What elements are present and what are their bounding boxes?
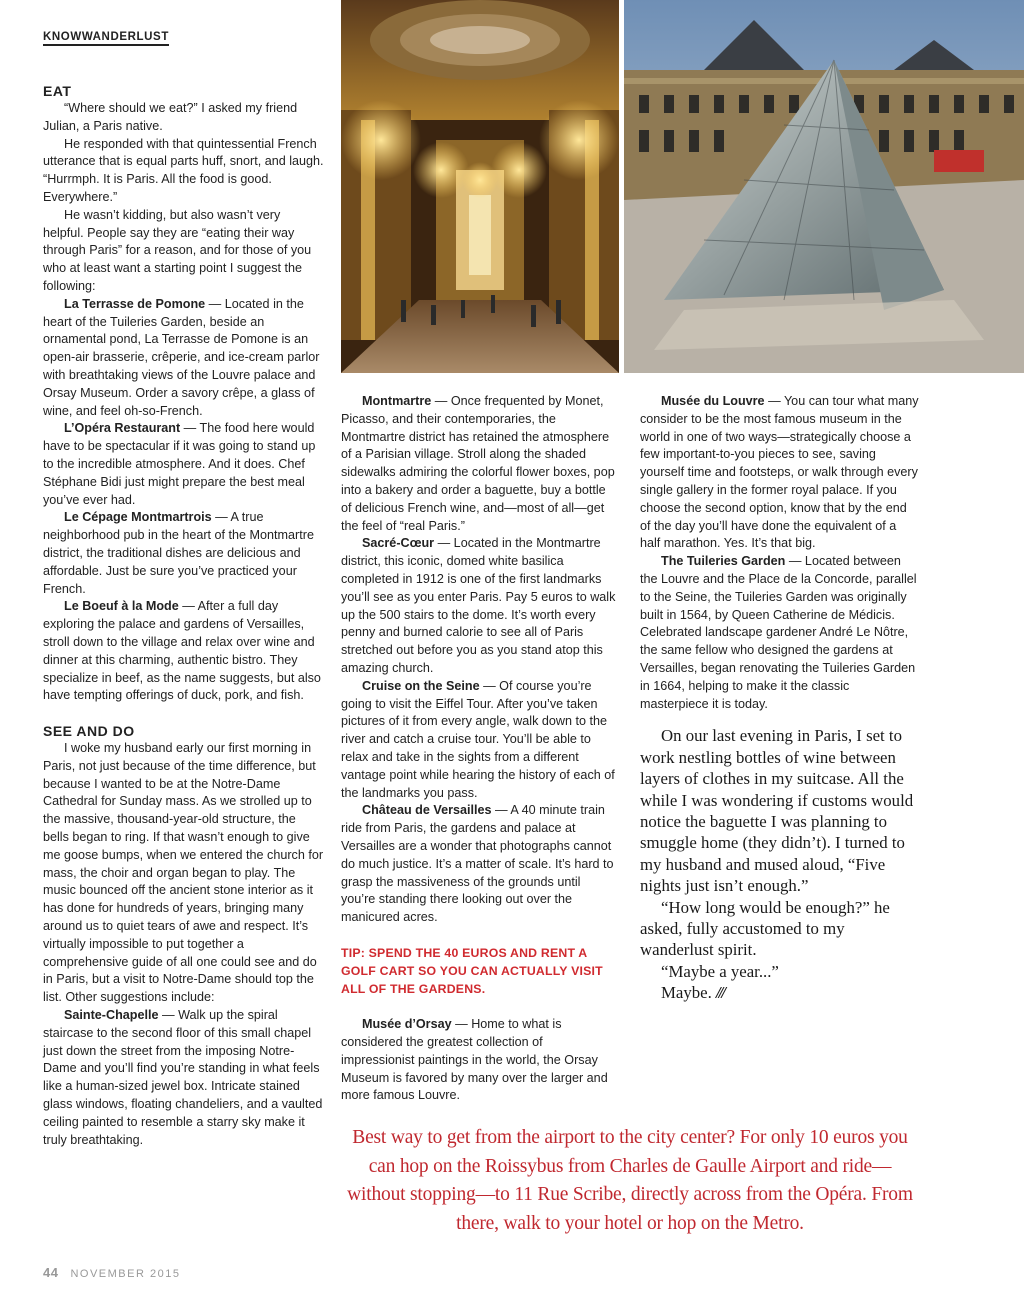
column-2	[341, 393, 618, 1105]
closing-paragraph: Maybe. ///	[661, 983, 724, 1003]
page-folio	[43, 1265, 180, 1280]
restaurant-name: La Terrasse de Pomone	[64, 296, 206, 311]
see-heading: SEE AND DO	[43, 723, 135, 740]
opera-interior-photo	[341, 0, 619, 373]
eat-paragraph: “Where should we eat?” I asked my friend Julian, a Paris native.	[43, 101, 298, 133]
restaurant-entry: La Terrasse de Pomone — Located in the heart of the Tuileries Garden, beside an ornamental pond, La Terrasse de Pomone is an open-air brasserie, crêperie, and ice-cream parlor with breathtaking views of the Louvre palace and Orsay Museum. Order a savory crêpe, a glass of wine, and feel oh-so-French.	[43, 296, 320, 418]
attraction-entry: Montmartre — Once frequented by Monet, Picasso, and their contemporaries, the Montmartre district has retained the atmosphere of a Parisian village. Stroll along the shaded sidewalks admiring the colorful flower boxes, pop into a bakery and order a baguette, buy a bottle of delicious French wine, and—most of all—get the feel of “real Paris.”	[341, 394, 615, 533]
closing-paragraph: “Maybe a year...”	[661, 961, 779, 981]
restaurant-entry: Le Boeuf à la Mode — After a full day exploring the palace and gardens of Versailles, stroll down to the village and relax over wine and dinner at this charming, authentic bistro. They specialize in beef, as the name suggests, but also have tempting offerings of duck, pork, and fish.	[43, 599, 321, 703]
section-prefix: KNOW	[43, 31, 82, 43]
louvre-pyramid-photo	[624, 0, 1024, 373]
closing-paragraph: On our last evening in Paris, I set to work nestling bottles of wine between layers of clothes in my suitcase. All the while I was wondering if customs would notice the baguette I was planning to smuggle home (they didn’t). I turned to my husband and mused aloud, “Five nights just isn’t enough.”	[640, 726, 914, 896]
attraction-entry: Cruise on the Seine — Of course you’re going to visit the Eiffel Tour. After you’ve taken pictures of it from every angle, walk down to the river and catch a cruise tour. You’ll be able to relax and take in the sights from a different vantage point while hearing the history of each of the landmarks you pass.	[341, 678, 615, 800]
attraction-entry: Musée du Louvre — You can tour what many consider to be the most famous museum in the world in one of two ways—strategically choose a few important-to-you pieces to see, saving yourself time and footsteps, or walk through every single gallery in the former royal palace. If you choose the second option, know that by the end of the day you’ll have done the equivalent of a half marathon. Yes. It’s that big.	[640, 394, 919, 551]
column-1	[43, 82, 324, 1149]
end-mark: ///	[716, 983, 724, 1003]
tip-callout: TIP: SPEND THE 40 EUROS AND RENT A GOLF CART SO YOU CAN ACTUALLY VISIT ALL OF THE GARDENS.	[341, 945, 603, 996]
attraction-entry: Château de Versailles — A 40 minute train ride from Paris, the gardens and palace at Versailles are a wonder that photographs cannot do much justice. It’s a matter of scale. It’s hard to grasp the massiveness of the grounds until you’re standing there looking out over the manicured acres.	[341, 803, 614, 925]
closing-text	[640, 725, 920, 1003]
attraction-entry: Musée d’Orsay — Home to what is considered the greatest collection of impressionist paintings in the world, the Orsay Museum is favored by many over the larger and more famous Louvre.	[341, 1017, 608, 1103]
attraction-name: Musée d’Orsay	[362, 1017, 452, 1032]
attraction-name: The Tuileries Garden	[661, 554, 786, 569]
restaurant-name: L’Opéra Restaurant	[64, 421, 181, 436]
attraction-name: Musée du Louvre	[661, 394, 765, 408]
restaurant-name: Le Boeuf à la Mode	[64, 599, 179, 614]
eat-heading: EAT	[43, 83, 72, 99]
issue-date: NOVEMBER 2015	[70, 1268, 181, 1280]
see-paragraph: I woke my husband early our first morning in Paris, not just because of the time difference, but because I wanted to be at the Notre-Dame Cathedral for Sunday mass. As we strolled up to the massive, thousand-year-old structure, the bells began to ring. If that wasn’t enough to give me goose bumps, when we entered the church for mass, the choir and organ began to play. The music bounced off the ancient stone interior as it has done for hundreds of years, bringing many around us to quiet tears of awe and respect. It’s virtually impossible to put together a comprehensive guide of all one could see and do in Paris, but a visit to Notre-Dame should top the list. Other suggestions include:	[43, 741, 324, 1005]
attraction-name: Sainte-Chapelle	[64, 1008, 159, 1023]
restaurant-entry: L’Opéra Restaurant — The food here would have to be spectacular if it was going to stand up to the incredible atmosphere. And it does. Chef Stéphane Bidi just might prepare the best meal you’ve ever had.	[43, 421, 316, 507]
page-number: 44	[43, 1265, 59, 1280]
eat-paragraph: He responded with that quintessential French utterance that is equal parts huff, snort, and laugh. “Hurrmph. It is Paris. All the food is good. Everywhere.”	[43, 136, 324, 204]
attraction-name: Château de Versailles	[362, 803, 492, 818]
section-name: WANDERLUST	[81, 31, 169, 43]
attraction-entry: Sainte-Chapelle — Walk up the spiral staircase to the second floor of this small chapel just down the street from the imposing Notre-Dame and you’ll find you’re standing in what feels like a human-sized jewel box. Intricate stained glass windows, floating chandeliers, and a vaulted ceiling painted to resemble a starry sky make it truly breathtaking.	[43, 1008, 323, 1147]
section-tag	[43, 31, 169, 46]
restaurant-entry: Le Cépage Montmartrois — A true neighborhood pub in the heart of the Montmartre district, the traditional dishes are delicious and affordable. Just be sure you’ve practiced your French.	[43, 510, 314, 596]
attraction-name: Cruise on the Seine	[362, 678, 480, 693]
attraction-name: Sacré-Cœur	[362, 536, 435, 551]
attraction-entry: Sacré-Cœur — Located in the Montmartre district, this iconic, domed white basilica completed in 1912 is one of the first landmarks you’ll see as you enter Paris. Pay 5 euros to walk up the 500 stairs to the dome. It’s worth every penny and burned calorie to see all of Paris stretched out before you as you stand atop this amazing church.	[341, 536, 616, 675]
eat-paragraph: He wasn’t kidding, but also wasn’t very helpful. People say they are “eating their way through Paris” for a reason, and for those of you who at least want a starting point I suggest the following:	[43, 207, 312, 293]
attraction-name: Montmartre	[362, 394, 432, 408]
airport-callout: Best way to get from the airport to the city center? For only 10 euros you can hop on the Roissybus from Charles de Gaulle Airport and ride—without stopping—to 11 Rue Scribe, directly across from the Opéra. From there, walk to your hotel or hop on the Metro.	[347, 1127, 913, 1234]
column-3	[640, 393, 920, 1004]
restaurant-name: Le Cépage Montmartrois	[64, 510, 212, 525]
attraction-entry: The Tuileries Garden — Located between the Louvre and the Place de la Concorde, parallel to the Seine, the Tuileries Garden was originally built in 1564, by Queen Catherine de Médicis. Celebrated landscape gardener André Le Nôtre, the same fellow who designed the gardens at Versailles, began renovating the Tuileries Garden in 1664, helping to make it the classic masterpiece it is today.	[640, 554, 917, 711]
closing-paragraph: “How long would be enough?” he asked, fully accustomed to my wanderlust spirit.	[640, 897, 890, 960]
